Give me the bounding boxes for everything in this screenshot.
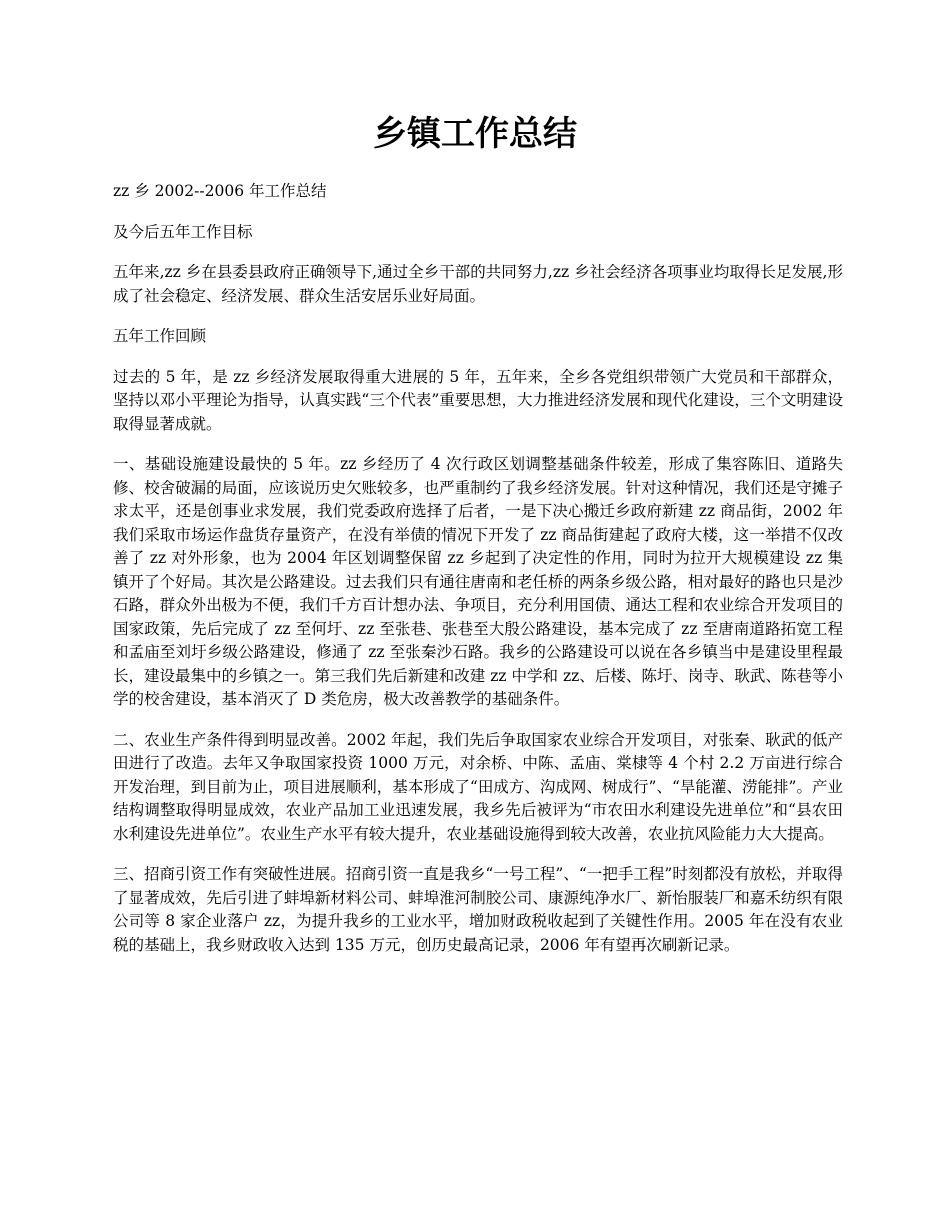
body-paragraph: 二、农业生产条件得到明显改善。2002 年起，我们先后争取国家农业综合开发项目，对张秦、耿武的低产田进行了改造。去年又争取国家投资 1000 万元，对余桥、中陈、孟庙、棠棣等 4 个村 2.2 万亩进行综合开发治理，到目前为止，项目进展顺利，基本形成了“田成方、沟成网、树成行”、“旱能灌、涝能排”。产业结构调整取得明显成效，农业产品加工业迅速发展，我乡先后被评为“市农田水利建设先进单位”和“县农田水利建设先进单位”。农业生产水平有较大提升，农业基础设施得到较大改善，农业抗风险能力大大提高。 (113, 730, 843, 843)
section-heading: 五年工作回顾 (113, 327, 207, 345)
intro-paragraph: 五年来,zz 乡在县委县政府正确领导下,通过全乡干部的共同努力,zz 乡社会经济各项事业均取得长足发展,形成了社会稳定、经济发展、群众生活安居乐业好局面。 (113, 263, 843, 305)
body-paragraph: 过去的 5 年，是 zz 乡经济发展取得重大进展的 5 年，五年来，全乡各党组织带领广大党员和干部群众，坚持以邓小平理论为指导，认真实践“三个代表”重要思想，大力推进经济发展和现代化建设，三个文明建设取得显著成就。 (113, 367, 843, 433)
subtitle-line: 及今后五年工作目标 (113, 222, 253, 241)
subtitle-line: zz 乡 2002--2006 年工作总结 (113, 182, 327, 200)
body-paragraph: 一、基础设施建设最快的 5 年。zz 乡经历了 4 次行政区划调整基础条件较差，形成了集容陈旧、道路失修、校舍破漏的局面，应该说历史欠账较多，也严重制约了我乡经济发展。针对这种情况，我们还是守摊子求太平，还是创事业求发展，我们党委政府选择了后者，一是下决心搬迁乡政府新建 zz 商品街，2002 年我们采取市场运作盘货存量资产，在没有举债的情况下开发了 zz 商品街建起了政府大楼，这一举措不仅改善了 zz 对外形象，也为 2004 年区划调整保留 zz 乡起到了决定性的作用，同时为拉开大规模建设 zz 集镇开了个好局。其次是公路建设。过去我们只有通往唐南和老任桥的两条乡级公路，相对最好的路也只是沙石路，群众外出极为不便，我们千方百计想办法、争项目，充分利用国债、通达工程和农业综合开发项目的国家政策，先后完成了 zz 至何圩、zz 至张巷、张巷至大殷公路建设，基本完成了 zz 至唐南道路拓宽工程和孟庙至刘圩乡级公路建设，修通了 zz 至张秦沙石路。我乡的公路建设可以说在各乡镇当中是建设里程最长，建设最集中的乡镇之一。第三我们先后新建和改建 zz 中学和 zz、后楼、陈圩、岗寺、耿武、陈巷等小学的校舍建设，基本消灭了 D 类危房，极大改善教学的基础条件。 (113, 455, 843, 708)
document-title: 乡镇工作总结 (373, 114, 577, 154)
document-body (113, 180, 843, 974)
body-paragraph: 三、招商引资工作有突破性进展。招商引资一直是我乡“一号工程”、“一把手工程”时刻都没有放松，并取得了显著成效，先后引进了蚌埠新材料公司、蚌埠淮河制胶公司、康源纯净水厂、新怡服装厂和嘉禾纺织有限公司等 8 家企业落户 zz，为提升我乡的工业水平，增加财政税收起到了关键性作用。2005 年在没有农业税的基础上，我乡财政收入达到 135 万元，创历史最高记录，2006 年有望再次刷新记录。 (113, 865, 843, 954)
